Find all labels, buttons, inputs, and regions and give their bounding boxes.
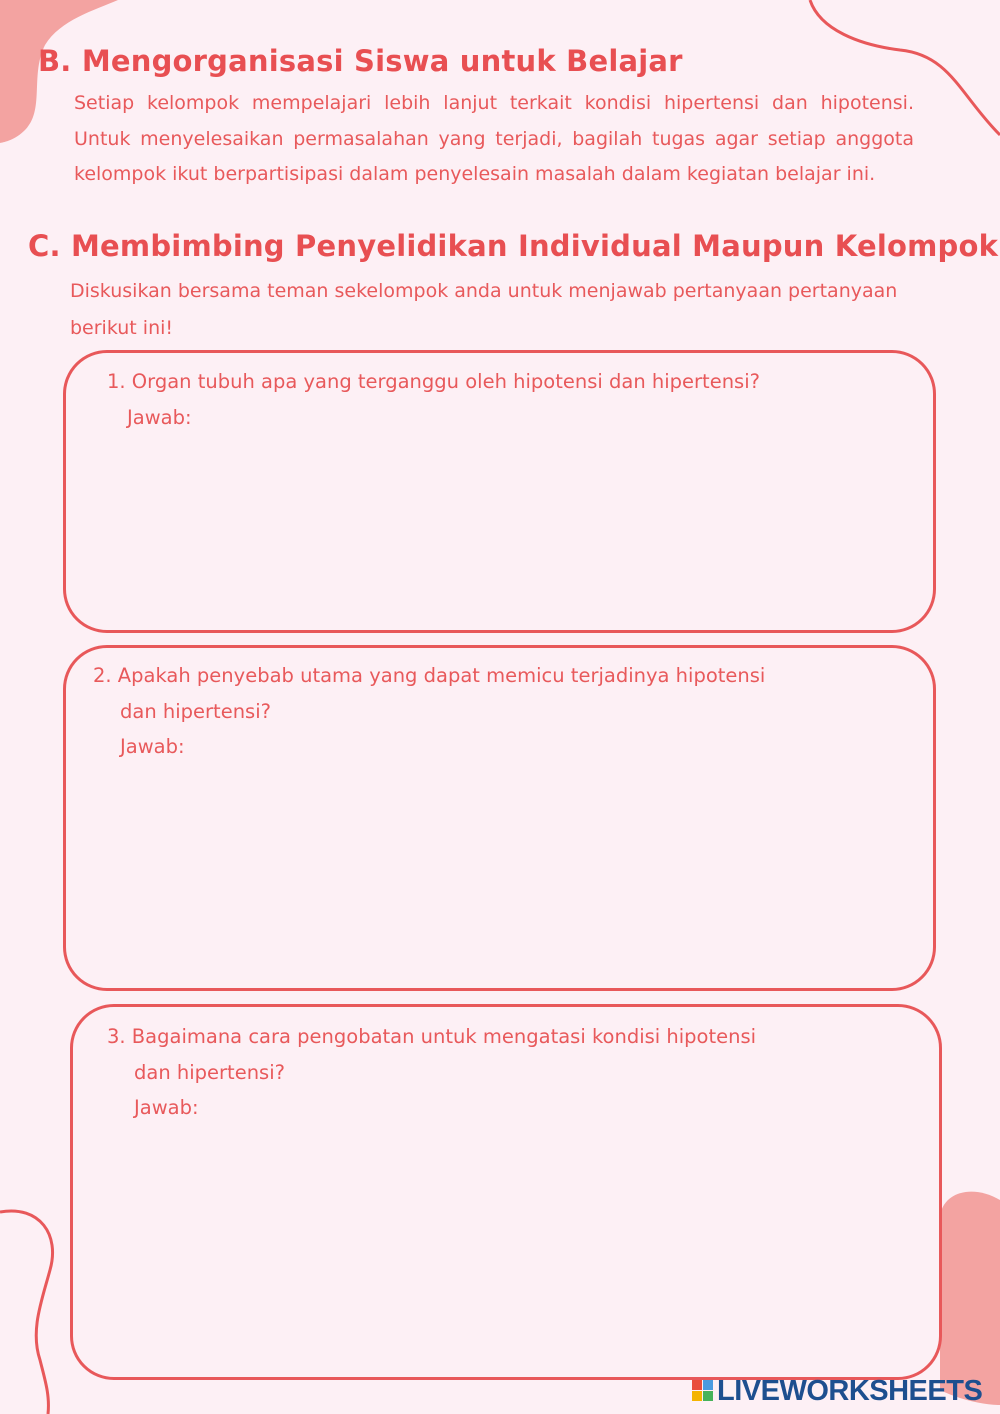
liveworksheets-logo[interactable] [692, 1374, 982, 1408]
question-1-answer-field[interactable] [110, 440, 910, 615]
question-1-text: 1. Organ tubuh apa yang terganggu oleh hipotensi dan hipertensi? [107, 370, 760, 393]
left-curve [0, 1211, 53, 1414]
logo-text: LIVEWORKSHEETS [717, 1374, 983, 1407]
question-2-text: 2. Apakah penyebab utama yang dapat memicu terjadinya hipotensi [93, 664, 766, 687]
question-2-text-continued: dan hipertensi? [120, 699, 271, 723]
section-c-title: C. Membimbing Penyelidikan Individual Maupun Kelompok [28, 229, 999, 263]
question-3-answer-label: Jawab: [134, 1096, 199, 1119]
liveworksheets-logo-icon [692, 1380, 714, 1402]
question-1-answer-label: Jawab: [127, 405, 192, 429]
question-3-text: 3. Bagaimana cara pengobatan untuk mengatasi kondisi hipotensi [107, 1025, 757, 1048]
section-b-title: B. Mengorganisasi Siswa untuk Belajar [38, 44, 683, 78]
question-3-text-continued: dan hipertensi? [134, 1060, 285, 1084]
section-c-paragraph: Diskusikan bersama teman sekelompok anda untuk menjawab pertanyaan pertanyaan berikut ini! [70, 280, 898, 339]
question-3-answer-field[interactable] [120, 1132, 920, 1362]
bottom-right-blob [940, 1192, 1000, 1405]
question-3 [107, 1019, 907, 1126]
question-2-answer-field[interactable] [110, 770, 910, 970]
question-1 [107, 364, 907, 435]
question-2 [93, 658, 893, 765]
question-2-answer-label: Jawab: [120, 735, 185, 758]
section-b-paragraph: Setiap kelompok mempelajari lebih lanjut terkait kondisi hipertensi dan hipotensi. Untuk menyelesaikan permasalahan yang terjadi, bagilah tugas agar setiap anggota kelompok ikut berpartisipasi dalam penyelesain masalah dalam kegiatan belajar ini. [74, 92, 914, 185]
